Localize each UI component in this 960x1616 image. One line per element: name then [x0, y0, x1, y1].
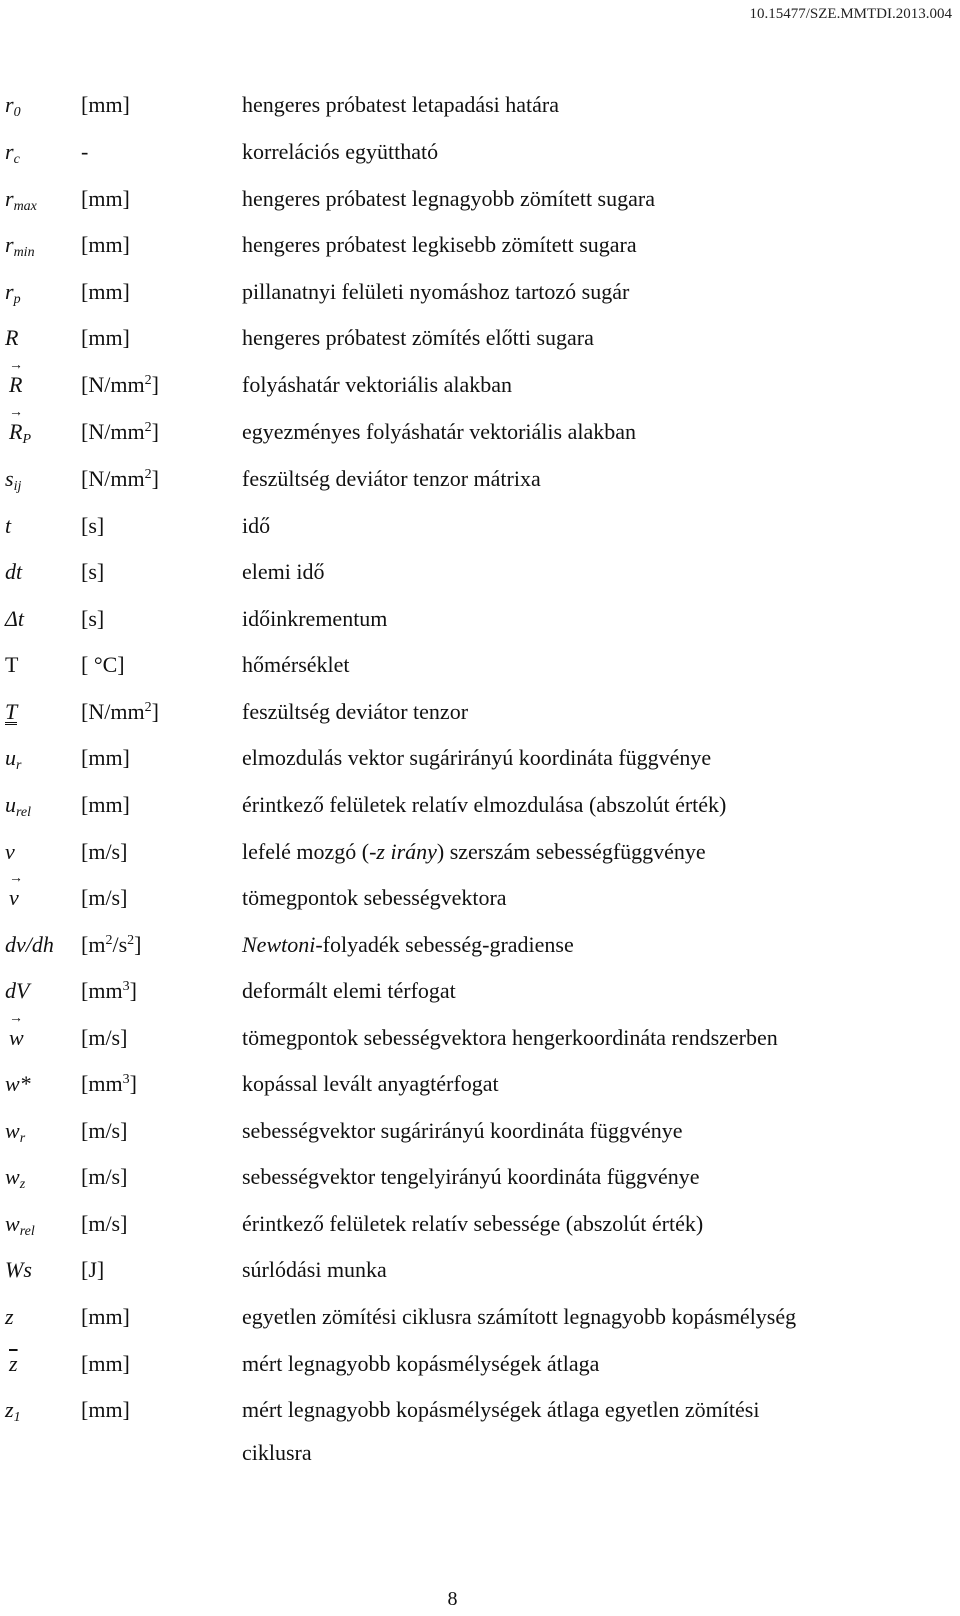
symbol-row	[0, 606, 960, 652]
description: mért legnagyobb kopásmélységek átlaga	[242, 1351, 600, 1376]
symbol-row	[0, 559, 960, 605]
symbol-row	[0, 978, 960, 1024]
symbol-row	[0, 792, 960, 838]
symbol: Δt	[5, 606, 25, 631]
symbol-row	[0, 466, 960, 512]
symbol: dV	[5, 978, 30, 1003]
description: idő	[242, 513, 271, 538]
description: pillanatnyi felületi nyomáshoz tartozó sugár	[242, 279, 630, 304]
symbol: $u_r$	[5, 745, 22, 773]
unit: [mm]	[81, 279, 130, 304]
description: időinkrementum	[242, 606, 388, 631]
unit: [m/s]	[81, 885, 128, 910]
description: feszültség deviátor tenzor	[242, 699, 469, 724]
symbol: $w_z$	[5, 1164, 26, 1192]
symbol: $r_{min}$	[5, 232, 35, 260]
description: hengeres próbatest letapadási határa	[242, 92, 560, 117]
symbol: w*	[5, 1071, 31, 1096]
description: elmozdulás vektor sugárirányú koordináta függvénye	[242, 745, 712, 770]
description-continuation: ciklusra	[242, 1440, 312, 1465]
symbol-row	[0, 139, 960, 185]
unit: [mm]	[81, 1351, 130, 1376]
unit: [mm]	[81, 745, 130, 770]
symbol-row	[0, 839, 960, 885]
symbol-row	[0, 232, 960, 278]
symbol: t	[5, 513, 12, 538]
symbol-row	[0, 885, 960, 931]
description: Newtoni-folyadék sebesség-gradiense	[242, 932, 574, 957]
symbol-row	[0, 1304, 960, 1350]
description: súrlódási munka	[242, 1257, 387, 1282]
description: érintkező felületek relatív elmozdulása (abszolút érték)	[242, 792, 727, 817]
unit: [m/s]	[81, 1118, 128, 1143]
symbol: $r_{max}$	[5, 186, 37, 214]
description: lefelé mozgó (-z irány) szerszám sebességfüggvénye	[242, 839, 706, 864]
unit: [m/s]	[81, 1025, 128, 1050]
symbol-row	[0, 745, 960, 791]
symbol: v	[5, 839, 15, 864]
description: kopással levált anyagtérfogat	[242, 1071, 499, 1096]
unit: [s]	[81, 606, 105, 631]
symbol-row	[0, 1025, 960, 1071]
unit: [mm]	[81, 1304, 130, 1329]
unit: [s]	[81, 559, 105, 584]
symbol-row	[0, 372, 960, 418]
unit: $[N/mm^2]$	[81, 466, 159, 491]
symbol: T	[5, 652, 19, 677]
unit: [mm]	[81, 792, 130, 817]
description: tömegpontok sebességvektora	[242, 885, 507, 910]
description: hengeres próbatest legnagyobb zömített sugara	[242, 186, 655, 211]
symbol: dt	[5, 559, 23, 584]
symbol-row	[0, 279, 960, 325]
description: deformált elemi térfogat	[242, 978, 456, 1003]
description: érintkező felületek relatív sebessége (abszolút érték)	[242, 1211, 704, 1236]
symbol-row	[0, 1164, 960, 1210]
description: mért legnagyobb kopásmélységek átlaga egyetlen zömítési	[242, 1397, 760, 1422]
unit: [s]	[81, 513, 105, 538]
symbol-row	[0, 652, 960, 698]
symbol-row	[0, 186, 960, 232]
unit: [mm]	[81, 186, 130, 211]
unit: [m/s]	[81, 1211, 128, 1236]
description: elemi idő	[242, 559, 325, 584]
description: hengeres próbatest zömítés előtti sugara	[242, 325, 594, 350]
unit: [m/s]	[81, 839, 128, 864]
unit: [mm]	[81, 92, 130, 117]
symbol: $r_c$	[5, 139, 20, 167]
symbol-row	[0, 419, 960, 465]
unit: $[mm^3]$	[81, 1071, 137, 1096]
description: egyezményes folyáshatár vektoriális alakban	[242, 419, 637, 444]
symbol: $u_{rel}$	[5, 792, 32, 820]
symbol: z	[5, 1304, 14, 1329]
unit: -	[81, 139, 89, 164]
unit: $[m^2/s^2]$	[81, 932, 142, 957]
description: feszültség deviátor tenzor mátrixa	[242, 466, 541, 491]
unit: [m/s]	[81, 1164, 128, 1189]
unit: $[N/mm^2]$	[81, 419, 159, 444]
symbol: → w	[9, 1025, 24, 1051]
symbol-row	[0, 932, 960, 978]
description: folyáshatár vektoriális alakban	[242, 372, 513, 397]
description: hengeres próbatest legkisebb zömített sugara	[242, 232, 637, 257]
symbol-row	[0, 1118, 960, 1164]
symbol: T	[5, 699, 18, 724]
symbol-row	[0, 1071, 960, 1117]
symbol: → v	[9, 885, 19, 911]
unit: [J]	[81, 1257, 105, 1282]
description: hőmérséklet	[242, 652, 350, 677]
symbol-row	[0, 513, 960, 559]
symbol: Ws	[5, 1257, 32, 1282]
symbol-row	[0, 1351, 960, 1397]
symbol: $r_p$	[5, 279, 21, 307]
unit: $[N/mm^2]$	[81, 372, 159, 397]
symbol: → $R_P$	[9, 419, 31, 448]
description: sebességvektor tengelyirányú koordináta függvénye	[242, 1164, 700, 1189]
symbol: $r_0$	[5, 92, 21, 120]
unit: $[mm^3]$	[81, 978, 137, 1003]
symbol-row	[0, 1211, 960, 1257]
doi-header: 10.15477/SZE.MMTDI.2013.004	[749, 6, 952, 22]
unit: $[N/mm^2]$	[81, 699, 159, 724]
symbol: $s_{ij}$	[5, 466, 22, 494]
symbol-row	[0, 92, 960, 138]
symbol: dv/dh	[5, 932, 54, 957]
symbol-row	[0, 325, 960, 371]
description: egyetlen zömítési ciklusra számított legnagyobb kopásmélység	[242, 1304, 797, 1329]
symbol-row	[0, 1257, 960, 1303]
page-number: 8	[447, 1588, 458, 1610]
symbol: $\overline{z}$	[9, 1351, 18, 1376]
description: sebességvektor sugárirányú koordináta függvénye	[242, 1118, 683, 1143]
symbol: → R	[9, 372, 22, 398]
symbol: $w_r$	[5, 1118, 26, 1146]
unit: [mm]	[81, 325, 130, 350]
description: korrelációs együttható	[242, 139, 439, 164]
symbol: $w_{rel}$	[5, 1211, 35, 1239]
unit: [mm]	[81, 232, 130, 257]
symbol-row	[0, 699, 960, 745]
symbol: $z_1$	[5, 1397, 21, 1425]
unit: [ °C]	[81, 652, 125, 677]
unit: [mm]	[81, 1397, 130, 1422]
symbol-row	[0, 1397, 960, 1487]
symbol: R	[5, 325, 19, 350]
description: tömegpontok sebességvektora hengerkoordináta rendszerben	[242, 1025, 778, 1050]
